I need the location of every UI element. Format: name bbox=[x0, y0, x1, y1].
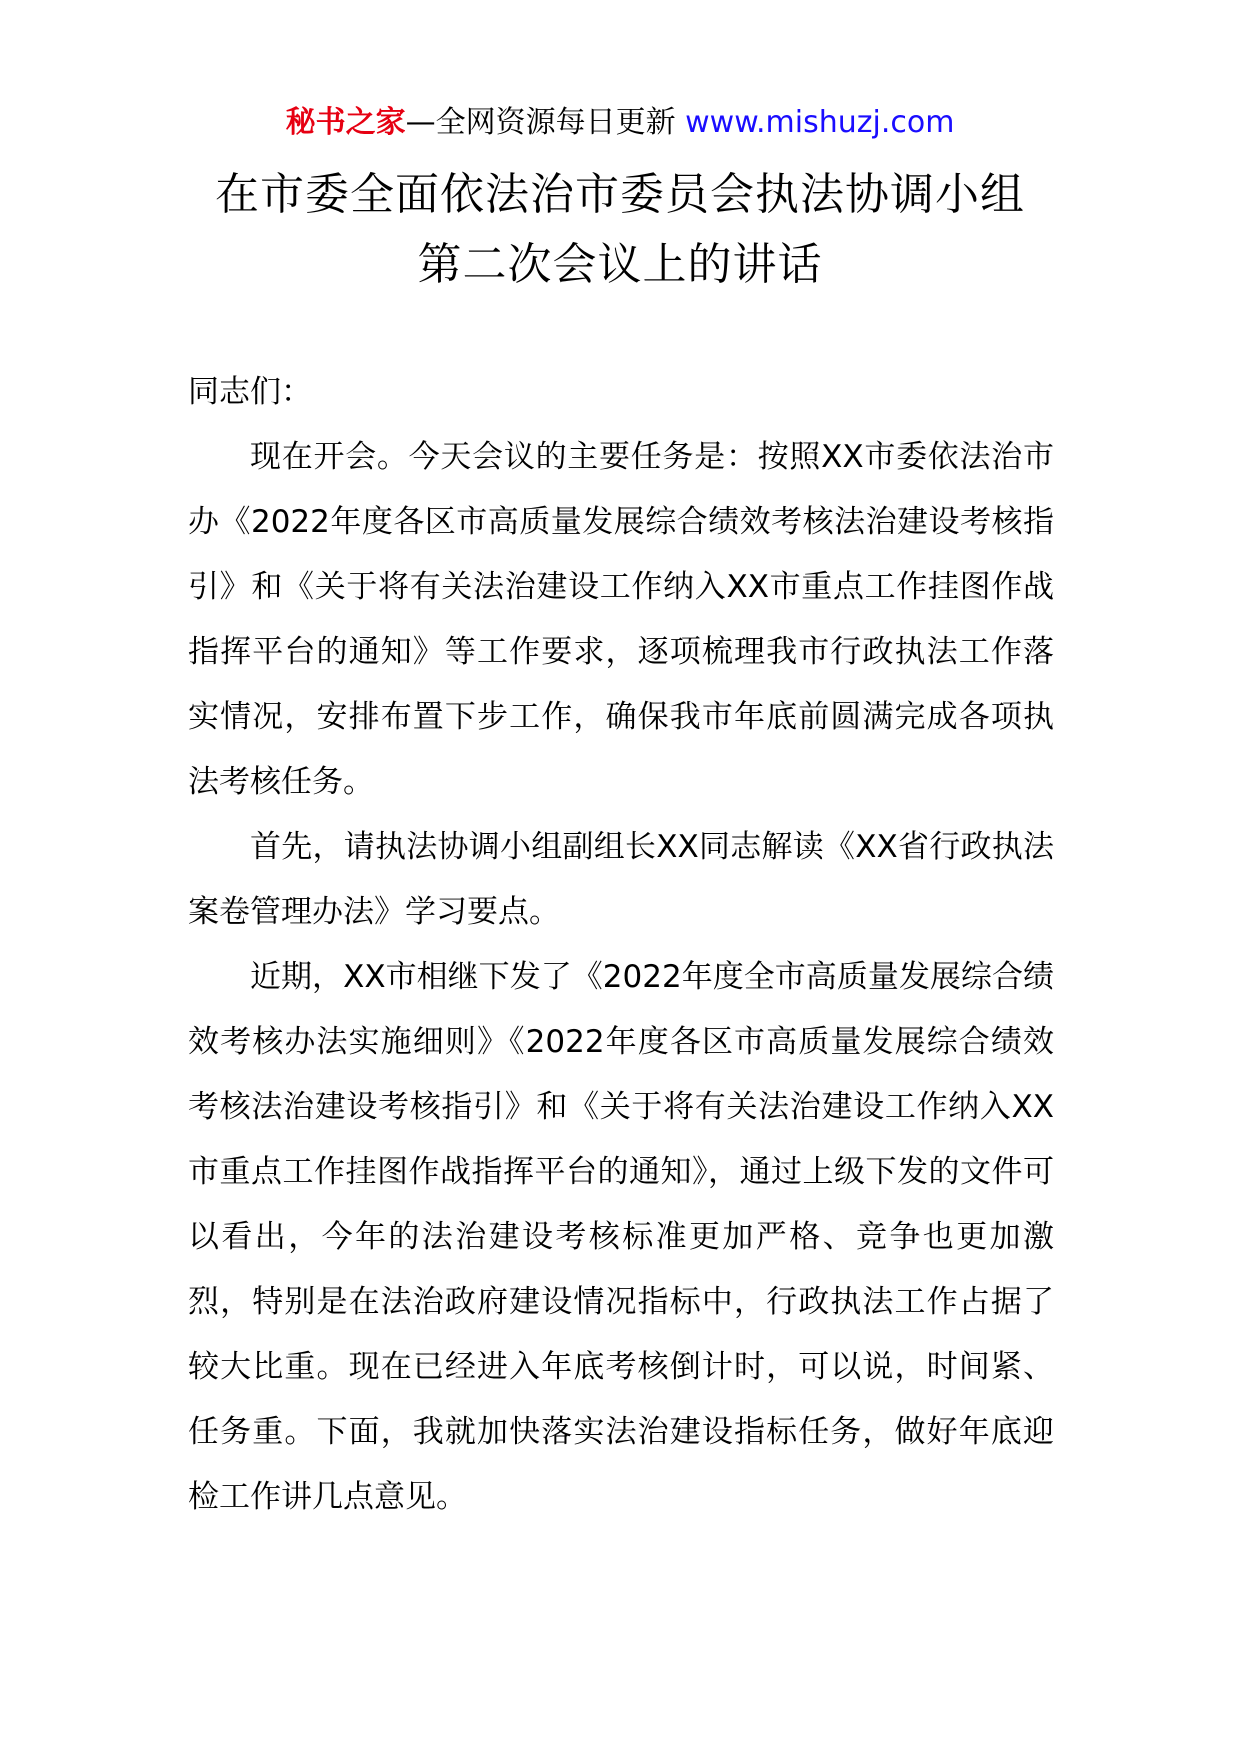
paragraph: 现在开会。今天会议的主要任务是：按照XX市委依法治市办《2022年度各区市高质量发展综合绩效考核法治建设考核指引》和《关于将有关法治建设工作纳入XX市重点工作挂图作战指挥平台的通知》等工作要求，逐项梳理我市行政执法工作落实情况，安排布置下步工作，确保我市年底前圆满完成各项执法考核任务。 bbox=[188, 439, 1054, 800]
salutation: 同志们： bbox=[188, 374, 312, 410]
brand-name: 秘书之家 bbox=[285, 105, 406, 140]
header-banner bbox=[0, 100, 1240, 146]
paragraph: 近期，XX市相继下发了《2022年度全市高质量发展综合绩效考核办法实施细则》《2022年度各区市高质量发展综合绩效考核法治建设考核指引》和《关于将有关法治建设工作纳入XX市重点工作挂图作战指挥平台的通知》，通过上级下发的文件可以看出，今年的法治建设考核标准更加严格、竞争也更加激烈，特别是在法治政府建设情况指标中，行政执法工作占据了较大比重。现在已经进入年底考核倒计时，可以说，时间紧、任务重。下面，我就加快落实法治建设指标任务，做好年底迎检工作讲几点意见。 bbox=[188, 959, 1054, 1515]
paragraph: 首先，请执法协调小组副组长XX同志解读《XX省行政执法案卷管理办法》学习要点。 bbox=[188, 829, 1054, 930]
title-line-2: 第二次会议上的讲话 bbox=[417, 239, 823, 290]
site-url-link[interactable]: www.mishuzj.com bbox=[685, 105, 955, 140]
document-title bbox=[0, 160, 1240, 300]
header-tagline: —全网资源每日更新 bbox=[405, 105, 676, 140]
document-body bbox=[188, 360, 1054, 1530]
title-line-1: 在市委全面依法治市委员会执法协调小组 bbox=[215, 169, 1025, 220]
